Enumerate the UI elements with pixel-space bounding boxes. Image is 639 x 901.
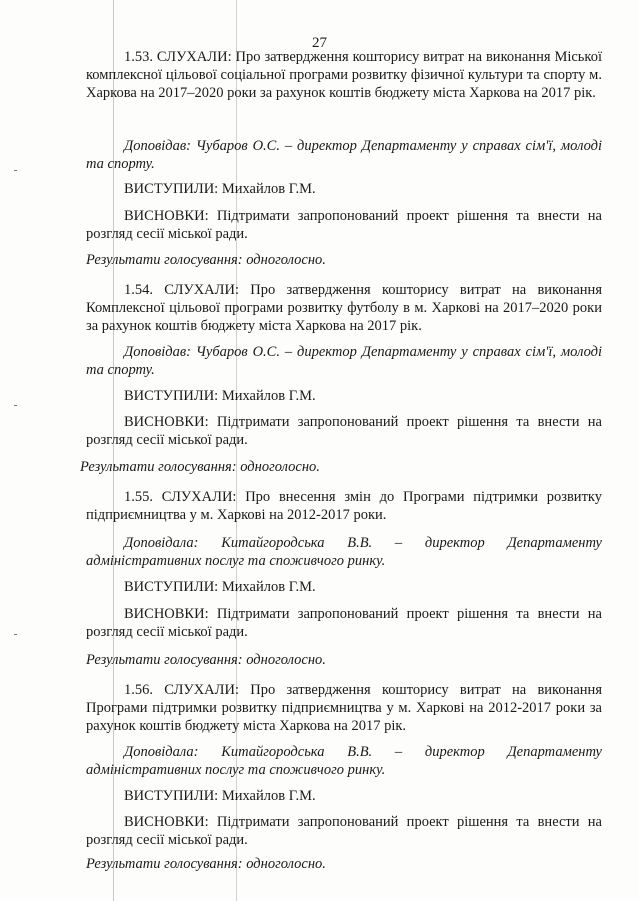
item-speaker: Доповідав: Чубаров О.С. – директор Департаменту у справах сім'ї, молоді та спорту. bbox=[86, 344, 602, 378]
item-spoke: ВИСТУПИЛИ: Михайлов Г.М. bbox=[124, 181, 316, 197]
item-heard: 1.56. СЛУХАЛИ: Про затвердження кошторису витрат на виконання Програми підтримки розвитку підприємництва у м. Харкові на 2012-2017 роки за рахунок коштів бюджету міста Харкова на 2017 рік. bbox=[86, 682, 602, 734]
scan-speck bbox=[14, 634, 17, 635]
item-conclusions: ВИСНОВКИ: Підтримати запропонований проект рішення та внести на розгляд сесії міської ради. bbox=[86, 814, 602, 848]
item-conclusions: ВИСНОВКИ: Підтримати запропонований проект рішення та внести на розгляд сесії міської ради. bbox=[86, 208, 602, 242]
item-speaker: Доповідала: Китайгородська В.В. – директор Департаменту адміністративних послуг та споживчого ринку. bbox=[86, 744, 602, 778]
page-number: 27 bbox=[312, 35, 327, 51]
item-vote: Результати голосування: одноголосно. bbox=[86, 856, 326, 872]
item-vote: Результати голосування: одноголосно. bbox=[86, 652, 326, 668]
item-heard: 1.54. СЛУХАЛИ: Про затвердження кошторису витрат на виконання Комплексної цільової програми розвитку футболу в м. Харкові на 2017–2020 роки за рахунок коштів бюджету міста Харкова на 2017 рік. bbox=[86, 282, 602, 334]
item-heard: 1.53. СЛУХАЛИ: Про затвердження кошторису витрат на виконання Міської комплексної цільової соціальної програми розвитку фізичної культури та спорту м. Харкова на 2017–2020 роки за рахунок коштів бюджету міста Харкова на 2017 рік. bbox=[86, 49, 602, 101]
item-vote: Результати голосування: одноголосно. bbox=[80, 459, 320, 475]
item-conclusions: ВИСНОВКИ: Підтримати запропонований проект рішення та внести на розгляд сесії міської ради. bbox=[86, 606, 602, 640]
item-heard: 1.55. СЛУХАЛИ: Про внесення змін до Програми підтримки розвитку підприємництва у м. Харкові на 2012-2017 роки. bbox=[86, 489, 602, 523]
scan-speck bbox=[14, 405, 17, 406]
item-spoke: ВИСТУПИЛИ: Михайлов Г.М. bbox=[124, 579, 316, 595]
item-spoke: ВИСТУПИЛИ: Михайлов Г.М. bbox=[124, 788, 316, 804]
scan-speck bbox=[14, 170, 17, 171]
item-speaker: Доповідала: Китайгородська В.В. – директор Департаменту адміністративних послуг та споживчого ринку. bbox=[86, 535, 602, 569]
item-conclusions: ВИСНОВКИ: Підтримати запропонований проект рішення та внести на розгляд сесії міської ради. bbox=[86, 414, 602, 448]
item-spoke: ВИСТУПИЛИ: Михайлов Г.М. bbox=[124, 388, 316, 404]
item-speaker: Доповідав: Чубаров О.С. – директор Департаменту у справах сім'ї, молоді та спорту. bbox=[86, 138, 602, 172]
item-vote: Результати голосування: одноголосно. bbox=[86, 252, 326, 268]
